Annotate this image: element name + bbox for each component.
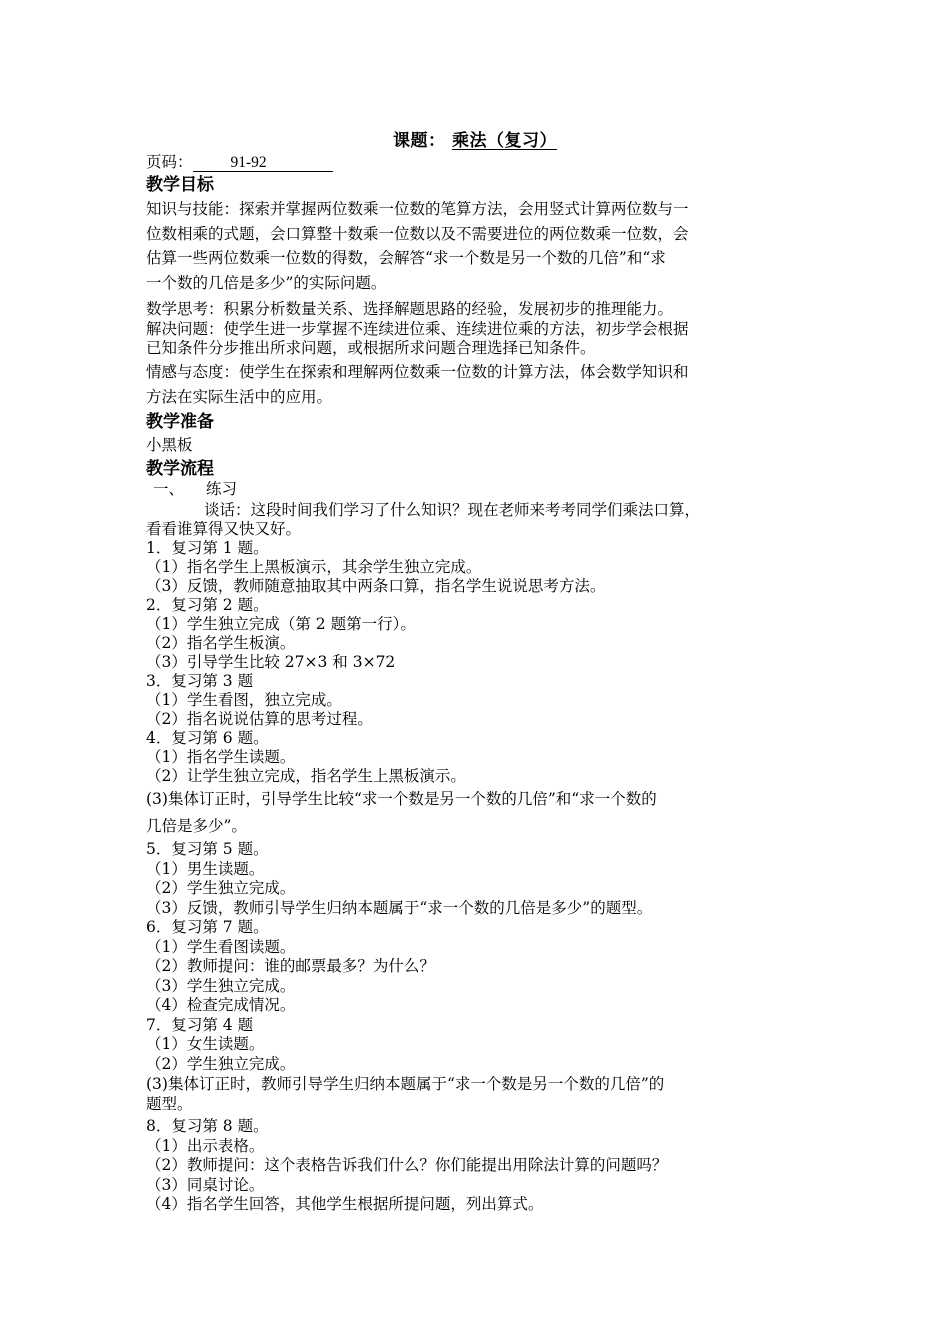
- flow-part-1: [146, 480, 810, 499]
- flow-item-step: （2）指名学生板演。: [146, 634, 296, 652]
- text-line: 一个数的几倍是多少”的实际问题。: [146, 273, 387, 292]
- text-line: (3)集体订正时，引导学生比较“求一个数是另一个数的几倍”和“求一个数的: [146, 790, 657, 808]
- flow-item-step: （1）学生独立完成（第 2 题第一行）。: [146, 615, 416, 633]
- text-line: 情感与态度：使学生在探索和理解两位数乘一位数的计算方法，体会数学知识和: [146, 363, 689, 381]
- flow-item-step: （3）反馈，教师随意抽取其中两条口算，指名学生说说思考方法。: [146, 577, 606, 595]
- flow-item-title: 8．复习第 8 题。: [146, 1117, 269, 1135]
- flow-intro: [146, 501, 810, 539]
- part-label: 练习: [206, 480, 238, 498]
- flow-item-title: 1．复习第 1 题。: [146, 539, 269, 557]
- flow-item-title: 7．复习第 4 题: [146, 1015, 254, 1034]
- text-line: 知识与技能：探索并掌握两位数乘一位数的笔算方法，会用竖式计算两位数与一: [146, 200, 689, 218]
- flow-item-step: （2）教师提问：谁的邮票最多？为什么？: [146, 957, 435, 975]
- flow-item-step: （1）指名学生上黑板演示，其余学生独立完成。: [146, 558, 482, 576]
- text-line: 解决问题：使学生进一步掌握不连续进位乘、连续进位乘的方法，初步学会根据: [146, 320, 689, 338]
- flow-item-title: 3．复习第 3 题: [146, 672, 254, 690]
- part-number: 一、: [153, 480, 185, 498]
- flow-item-step: （2）学生独立完成。: [146, 879, 296, 897]
- text-line: 看看谁算得又快又好。: [146, 520, 302, 538]
- lesson-title-prefix: 课题：: [393, 131, 446, 151]
- flow-item-step: （4）指名学生回答，其他学生根据所提问题，列出算式。: [146, 1195, 544, 1213]
- text-line: 题型。: [146, 1095, 193, 1113]
- prep-text: 小黑板: [146, 436, 193, 454]
- text-line: 谈话：这段时间我们学习了什么知识？现在老师来考考同学们乘法口算，: [204, 501, 701, 519]
- goals-attitude-paragraph: [146, 360, 810, 409]
- flow-item-step: （1）女生读题。: [146, 1035, 265, 1053]
- flow-item-step: （1）学生看图读题。: [146, 937, 296, 956]
- flow-items-group-a: [146, 539, 810, 786]
- item7-long-step: [146, 1074, 810, 1114]
- page-reference: [146, 152, 810, 172]
- lesson-title-name: 乘法（复习）: [451, 131, 557, 151]
- flow-item-step: （1）出示表格。: [146, 1136, 265, 1155]
- document-body: [146, 152, 810, 1215]
- flow-item-title: 4．复习第 6 题。: [146, 729, 269, 747]
- goals-heading: 教学目标: [146, 175, 214, 195]
- prep-heading: 教学准备: [146, 412, 214, 432]
- goals-knowledge-paragraph: [146, 197, 810, 295]
- flow-item-step: （4）检查完成情况。: [146, 996, 296, 1014]
- flow-item-step: （2）学生独立完成。: [146, 1054, 296, 1073]
- flow-item-step: （2）让学生独立完成，指名学生上黑板演示。: [146, 767, 466, 785]
- flow-item-step: （2）指名说说估算的思考过程。: [146, 710, 373, 728]
- text-line: 位数相乘的式题，会口算整十数乘一位数以及不需要进位的两位数乘一位数，会: [146, 224, 689, 243]
- text-line: 几倍是多少”。: [146, 817, 247, 835]
- text-line: 方法在实际生活中的应用。: [146, 387, 333, 406]
- flow-item-step: （3）同桌讨论。: [146, 1175, 265, 1194]
- lesson-title: [0, 126, 950, 151]
- flow-item-step: （3）引导学生比较 27×3 和 3×72: [146, 653, 396, 671]
- flow-item-title: 2．复习第 2 题。: [146, 596, 269, 614]
- flow-item-step: （1）指名学生读题。: [146, 748, 296, 766]
- page-reference-value: 91-92: [193, 154, 333, 172]
- flow-item-title: 6．复习第 7 题。: [146, 918, 269, 936]
- flow-item-step: （1）男生读题。: [146, 859, 265, 878]
- text-line: 已知条件分步推出所求问题，或根据所求问题合理选择已知条件。: [146, 339, 596, 357]
- flow-item-step: （3）学生独立完成。: [146, 976, 296, 995]
- flow-items-group-c: [146, 1117, 810, 1215]
- flow-item-title: 5．复习第 5 题。: [146, 840, 269, 858]
- item4-long-step: [146, 786, 810, 840]
- flow-item-step: （3）反馈，教师引导学生归纳本题属于“求一个数的几倍是多少”的题型。: [146, 898, 653, 917]
- text-line: 估算一些两位数乘一位数的得数，会解答“求一个数是另一个数的几倍”和“求: [146, 249, 666, 267]
- flow-heading: 教学流程: [146, 459, 214, 479]
- flow-item-step: （1）学生看图，独立完成。: [146, 691, 342, 709]
- flow-item-step: （2）教师提问：这个表格告诉我们什么？你们能提出用除法计算的问题吗？: [146, 1156, 668, 1174]
- goals-problem-paragraph: [146, 320, 810, 358]
- flow-items-group-b: [146, 840, 810, 1074]
- page-reference-label: 页码：: [146, 153, 193, 171]
- goals-thinking-paragraph: 数学思考：积累分析数量关系、选择解题思路的经验，发展初步的推理能力。: [146, 300, 674, 318]
- text-line: (3)集体订正时，教师引导学生归纳本题属于“求一个数是另一个数的几倍”的: [146, 1075, 665, 1093]
